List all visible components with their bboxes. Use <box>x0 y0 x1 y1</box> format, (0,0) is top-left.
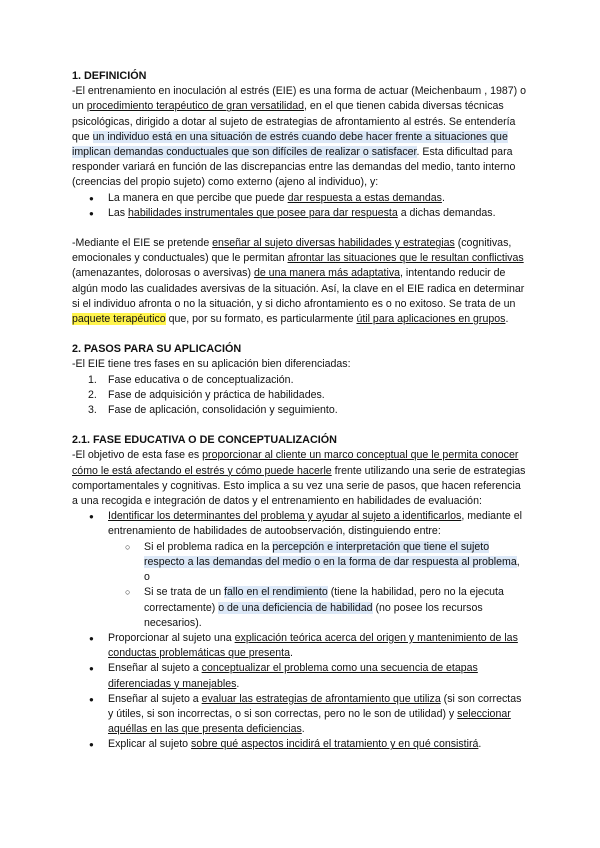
text-run: a dichas demandas. <box>397 206 496 219</box>
underlined-text: evaluar las estrategias de afrontamiento que utiliza <box>201 692 441 705</box>
text-run: , dirigido a dotar al sujeto de estrategias de afrontamiento al estrés. Se entendería que <box>72 115 516 143</box>
underlined-text: útil para aplicaciones en grupos <box>356 313 506 326</box>
text-run: La manera en que percibe que puede <box>108 191 288 204</box>
text-run: . Esta dificultad para responder variará en función de las discrepancias entre las demandas del medio, tanto interno (creencias del propio sujeto) como externo (ajeno al individuo), y: <box>72 146 516 189</box>
definition-bullets <box>72 191 528 221</box>
text-run: , en el que tienen cabida <box>304 100 423 113</box>
list-item <box>108 509 528 631</box>
highlighted-text: o de una deficiencia de habilidad <box>218 601 373 614</box>
text-run: Proporcionar al sujeto una <box>108 631 235 644</box>
phase-steps-list <box>72 509 528 752</box>
text-run: . <box>441 191 445 204</box>
underlined-text: seleccionar aquéllas en las que presenta deficiencias <box>108 707 511 736</box>
phase-objective-paragraph <box>72 448 528 509</box>
list-item: 3. Fase de aplicación, consolidación y seguimiento. <box>88 404 338 417</box>
definition-paragraph <box>72 84 528 190</box>
underlined-text: sobre qué aspectos incidirá el tratamiento y en qué consistirá <box>191 738 479 751</box>
underlined-text: procedimiento terapéutico de gran versatilidad <box>86 100 305 113</box>
list-item <box>108 692 528 738</box>
text-run: , mediante el entrenamiento de habilidades de autoobservación, distinguiendo entre: <box>108 510 522 538</box>
text-run: Las <box>108 206 129 219</box>
sub-list-item <box>144 585 528 631</box>
text-run: Explicar al sujeto <box>108 738 192 751</box>
list-item <box>108 631 528 661</box>
list-item <box>108 737 528 752</box>
text-run: -El objetivo de esta fase es <box>72 449 203 462</box>
list-item <box>108 661 528 691</box>
underlined-text: conceptualizar el problema como una secuencia de etapas diferenciadas y manejables <box>108 662 478 690</box>
list-item: 1. Fase educativa o de conceptualización. <box>88 373 294 386</box>
text-run: . <box>301 723 305 736</box>
underlined-text: Identificar los determinantes del problema y ayudar al sujeto a identificarlos <box>108 510 462 523</box>
sub-list <box>108 540 528 631</box>
text-run: Si el problema radica en la <box>144 540 273 553</box>
text-run: . <box>505 313 509 326</box>
text-run: (si son correctas y útiles, si son incorrectas, o si son correctas, pero no le son de utilidad) y <box>108 692 522 720</box>
section-2-title: 2. PASOS PARA SU APLICACIÓN <box>72 343 242 356</box>
underlined-text: afrontar las situaciones que le resultan conflictivas <box>287 252 524 265</box>
list-item: 2. Fase de adquisición y práctica de habilidades. <box>88 388 325 401</box>
text-run: (no posee los recursos necesarios). <box>144 601 483 629</box>
section-2-1-title: 2.1. FASE EDUCATIVA O DE CONCEPTUALIZACIÓN <box>72 434 337 447</box>
list-item <box>108 206 528 221</box>
text-run: Si se trata de un <box>144 586 225 599</box>
highlighted-text: fallo en el rendimiento <box>224 586 328 599</box>
sub-list-item <box>144 540 528 586</box>
highlighted-text: percepción e interpretación que tiene el sujeto respecto a las demandas del medio o en la forma de dar respuesta al problema <box>144 540 517 568</box>
underlined-text: enseñar al sujeto diversas habilidades y estrategias <box>212 237 455 250</box>
underlined-text: dar respuesta a estas demandas <box>287 191 442 204</box>
highlighted-text: un individuo está en una situación de estrés cuando debe hacer frente a situaciones que implican demandas conductuales que son difíciles de realizar o satisfacer <box>72 130 508 159</box>
section-1-title: 1. DEFINICIÓN <box>72 70 147 82</box>
text-run: Enseñar al sujeto a <box>108 692 202 705</box>
text-run: que, por su formato, es particularmente <box>165 313 357 326</box>
text-run: Enseñar al sujeto a <box>108 662 202 675</box>
underlined-text: proporcionar al cliente un marco conceptual que le permita conocer cómo le está afectando el estrés y cómo puede hacerle <box>72 449 519 477</box>
text-run: . Se trata de un <box>443 297 516 310</box>
phases-list <box>72 373 528 419</box>
underlined-text: habilidades instrumentales que posee para dar respuesta <box>128 206 398 219</box>
text-run: . <box>236 677 240 690</box>
text-run: frente utilizando una serie de estrategias comportamentales y cognitivas. Esto implica a su vez una serie de pasos, que hacen referencia a una recogida e integración de datos y el entrenamiento en habilidades de evaluación: <box>72 464 526 508</box>
bold-text: diversas técnicas psicológicas <box>72 100 504 128</box>
underlined-text: explicación teórica acerca del origen y mantenimiento de las conductas problemáticas que presenta <box>108 631 518 660</box>
list-item <box>108 191 528 206</box>
highlighted-text: paquete terapéutico <box>72 313 166 326</box>
text-run: , o <box>144 555 520 584</box>
bold-text: determinar si el individuo afronta o no la situación, y si dicho afrontamiento es o no exitoso <box>72 282 525 310</box>
text-run: . <box>478 738 482 751</box>
document-page <box>72 69 528 753</box>
text-run: (amenazantes, dolorosas o aversivas) <box>72 267 254 280</box>
text-run: -El entrenamiento en inoculación al estrés (EIE) es una forma de actuar (Meichenbaum , 1987) o un <box>72 85 527 113</box>
text-run: , intentando reducir de algún modo las cualidades aversivas de la situación. Así, la clave en el EIE radica en <box>72 267 506 295</box>
text-run: -Mediante el EIE se pretende <box>72 237 213 250</box>
phases-intro: -El EIE tiene tres fases en su aplicación bien diferenciadas: <box>72 358 351 371</box>
text-run: (cognitivas, emocionales y conductuales) que le permitan <box>72 237 512 265</box>
eie-paragraph <box>72 236 528 327</box>
text-run: (tiene la habilidad, pero no la ejecuta correctamente) <box>144 586 504 614</box>
text-run: . <box>289 647 293 660</box>
underlined-text: de una manera más adaptativa <box>253 267 401 280</box>
